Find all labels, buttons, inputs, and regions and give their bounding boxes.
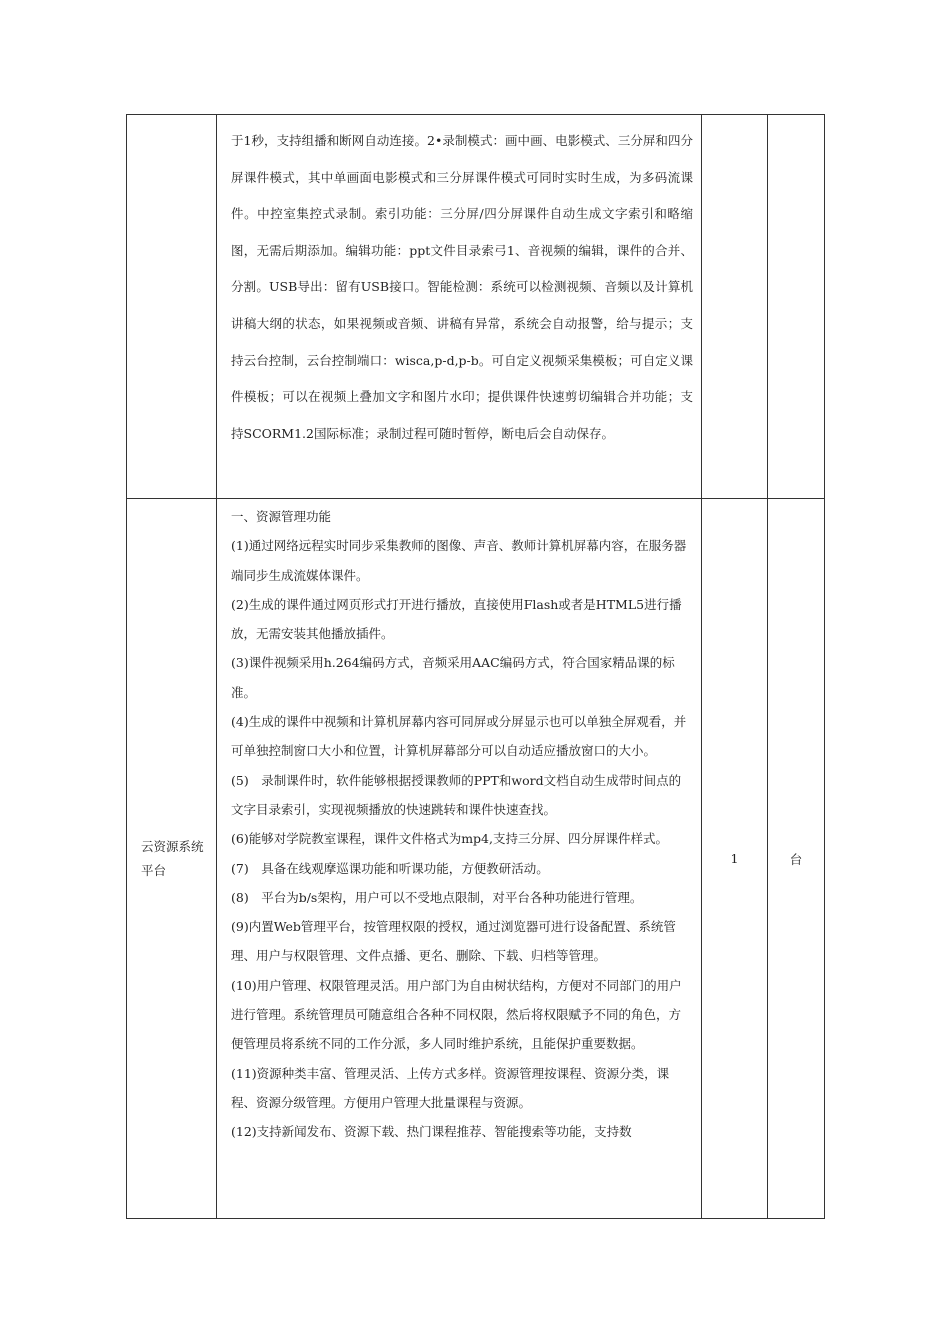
unit-cell-empty	[768, 115, 825, 499]
unit-cell	[768, 499, 825, 1219]
spec-item: (7) 具备在线观摩巡课功能和听课功能，方便教研活动。	[231, 860, 549, 876]
spec-table	[126, 114, 825, 1219]
spec-item: (3)课件视频采用h.264编码方式，音频采用AAC编码方式，符合国家精品课的标准。	[231, 655, 675, 700]
spec-item: (10)用户管理、权限管理灵活。用户部门为自由树状结构，方便对不同部门的用户进行管理。系统管理员可随意组合各种不同权限，然后将权限赋予不同的角色，方便管理员将系统不同的工作分派，多人同时维护系统，且能保护重要数据。	[231, 977, 682, 1052]
unit-value: 台	[789, 851, 803, 867]
spec-item: (4)生成的课件中视频和计算机屏幕内容可同屏或分屏显示也可以单独全屏观看，并可单独控制窗口大小和位置，计算机屏幕部分可以自动适应播放窗口的大小。	[231, 714, 687, 759]
section-heading: 一、资源管理功能	[231, 509, 332, 524]
product-name: 云资源系统平台	[141, 838, 204, 878]
spec-item: (8) 平台为b/s架构，用户可以不受地点限制，对平台各种功能进行管理。	[231, 889, 643, 905]
name-cell-empty	[127, 115, 217, 499]
spec-item: (5) 录制课件时，软件能够根据授课教师的PPT和word文档自动生成带时间点的文字目录索引，实现视频播放的快速跳转和课件快速查找。	[231, 772, 682, 817]
quantity-cell-empty	[702, 115, 768, 499]
spec-item: (12)支持新闻发布、资源下载、热门课程推荐、智能搜索等功能，支持数	[231, 1124, 632, 1140]
spec-item: (11)资源种类丰富、管理灵活、上传方式多样。资源管理按课程、资源分类，课程、资源分级管理。方便用户管理大批量课程与资源。	[231, 1065, 670, 1110]
spec-text: 于1秒，支持组播和断网自动连接。2•录制模式：画中画、电影模式、三分屏和四分屏课件模式，其中单画面电影模式和三分屏课件模式可同时实时生成，为多码流课件。中控室集控式录制。索引功能：三分屏/四分屏课件自动生成文字索引和略缩图，无需后期添加。编辑功能：ppt文件目录索弓1、音视频的编辑，课件的合并、分割。USB导出：留有USB接口。智能检测：系统可以检测视频、音频以及计算机讲稿大纲的状态，如果视频或音频、讲稿有异常，系统会自动报警，给与提示；支持云台控制，云台控制端口：wisca,p-d,p-b。可自定义视频采集模板；可自定义课件模板；可以在视频上叠加文字和图片水印；提供课件快速剪切编辑合并功能；支持SCORM1.2国际标准；录制过程可随时暂停，断电后会自动保存。	[231, 133, 693, 441]
spec-item: (9)内置Web管理平台，按管理权限的授权，通过浏览器可进行设备配置、系统管理、用户与权限管理、文件点播、更名、删除、下载、归档等管理。	[231, 919, 676, 964]
spec-item: (1)通过网络远程实时同步采集教师的图像、声音、教师计算机屏幕内容，在服务器端同步生成流媒体课件。	[231, 538, 687, 583]
spec-text-cell	[217, 499, 702, 1219]
spec-item: (2)生成的课件通过网页形式打开进行播放，直接使用Flash或者是HTML5进行播放，无需安装其他播放插件。	[231, 596, 682, 642]
table-row	[127, 115, 825, 499]
spec-paragraphs	[231, 502, 693, 1215]
quantity-value: 1	[730, 851, 739, 866]
product-name-cell	[127, 499, 217, 1219]
quantity-cell	[702, 499, 768, 1219]
spec-item: (6)能够对学院教室课程，课件文件格式为mp4,支持三分屏、四分屏课件样式。	[231, 831, 668, 847]
table-row	[127, 499, 825, 1219]
spec-text-cell	[217, 115, 702, 499]
